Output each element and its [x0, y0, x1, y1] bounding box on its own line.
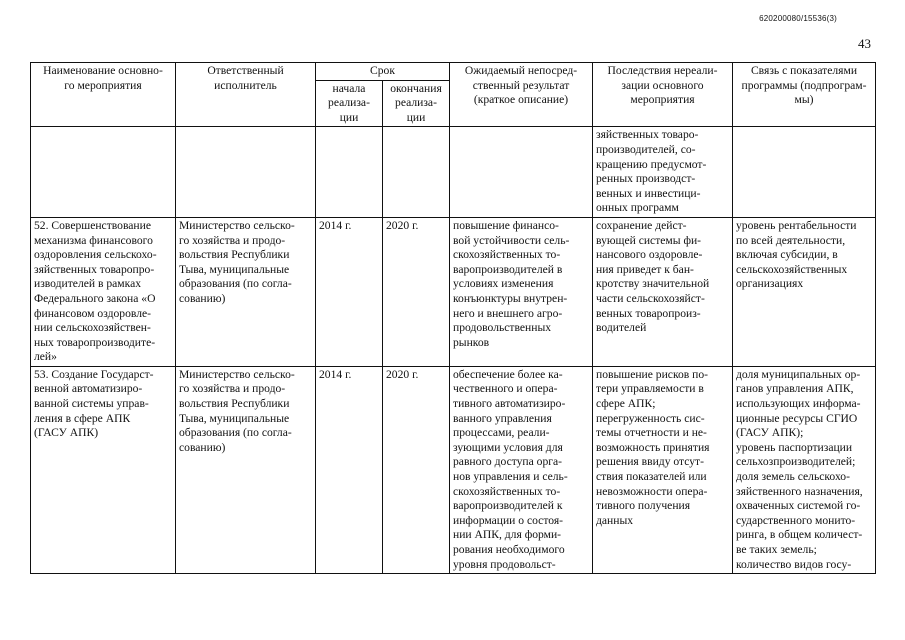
cell-end: 2020 г. — [383, 366, 450, 573]
cell-consequences: зяйственных товаро- производителей, со- кращению предусмот- ренных производст- венных и инвестици- онных программ — [593, 127, 733, 218]
header-expected-result: Ожидаемый непосред- ственный результат (краткое описание) — [450, 63, 593, 127]
header-indicators: Связь с показателями программы (подпрограм- мы) — [733, 63, 876, 127]
cell-expected-result: обеспечение более ка- чественного и опера- тивного автоматизиро- ванного управления процессами, реали- зующими условия для равного доступа орга- нов управления и сель- скохозяйственных то- варопроизводителей к информации о состоя- нии АПК, для форми- рования необходимого уровня продовольст- — [450, 366, 593, 573]
document-id: 620200080/15536(3) — [759, 14, 837, 23]
header-term-start: начала реализа- ции — [316, 80, 383, 127]
cell-responsible: Министерство сельско- го хозяйства и продо- вольствия Республики Тыва, муниципальные образования (по согла- сованию) — [176, 366, 316, 573]
cell-indicators: доля муниципальных ор- ганов управления АПК, использующих информа- ционные ресурсы СГИО (ГАСУ АПК); уровень паспортизации сельхозпроизводителей; доля земель сельскохо- зяйственного назначения, охваченных системой го- сударственного монито- ринга, в общем количест- ве таких земель; количество видов госу- — [733, 366, 876, 573]
table-row — [31, 217, 876, 366]
header-consequences: Последствия нереали- зации основного мероприятия — [593, 63, 733, 127]
cell-start — [316, 127, 383, 218]
header-term: Срок — [316, 63, 450, 81]
header-responsible: Ответственный исполнитель — [176, 63, 316, 127]
cell-expected-result: повышение финансо- вой устойчивости сель- скохозяйственных то- варопроизводителей в условиях изменения конъюнктуры внутрен- него и внешнего агро- продовольственных рынков — [450, 217, 593, 366]
header-row — [31, 63, 876, 81]
page-number: 43 — [858, 36, 871, 51]
cell-consequences: сохранение дейст- вующей системы фи- нансового оздоровле- ния приведет к бан- кротству значительной части сельскохозяйст- венных товаропроиз- водителей — [593, 217, 733, 366]
cell-responsible: Министерство сельско- го хозяйства и продо- вольствия Республики Тыва, муниципальные образования (по согла- сованию) — [176, 217, 316, 366]
cell-indicators — [733, 127, 876, 218]
cell-start: 2014 г. — [316, 366, 383, 573]
cell-activity: 53. Создание Государст- венной автоматизиро- ванной системы управ- ления в сфере АПК (ГАСУ АПК) — [31, 366, 176, 573]
header-term-end: окончания реализа- ции — [383, 80, 450, 127]
cell-responsible — [176, 127, 316, 218]
cell-end — [383, 127, 450, 218]
table-row — [31, 366, 876, 573]
cell-start: 2014 г. — [316, 217, 383, 366]
cell-consequences: повышение рисков по- тери управляемости в сфере АПК; перегруженность сис- темы отчетности и не- возможность принятия решения ввиду отсут- ствия показателей или невозможности опера- тивного получения данных — [593, 366, 733, 573]
cell-indicators: уровень рентабельности по всей деятельности, включая субсидии, в сельскохозяйственных организациях — [733, 217, 876, 366]
table-row-continuation — [31, 127, 876, 218]
cell-end: 2020 г. — [383, 217, 450, 366]
header-activity: Наименование основно- го мероприятия — [31, 63, 176, 127]
cell-activity — [31, 127, 176, 218]
activities-table — [30, 62, 876, 574]
cell-activity: 52. Совершенствование механизма финансового оздоровления сельскохо- зяйственных товаропро- изводителей в рамках Федерального закона «О финансовом оздоровле- нии сельскохозяйствен- ных товаропроизводите- лей» — [31, 217, 176, 366]
cell-expected-result — [450, 127, 593, 218]
